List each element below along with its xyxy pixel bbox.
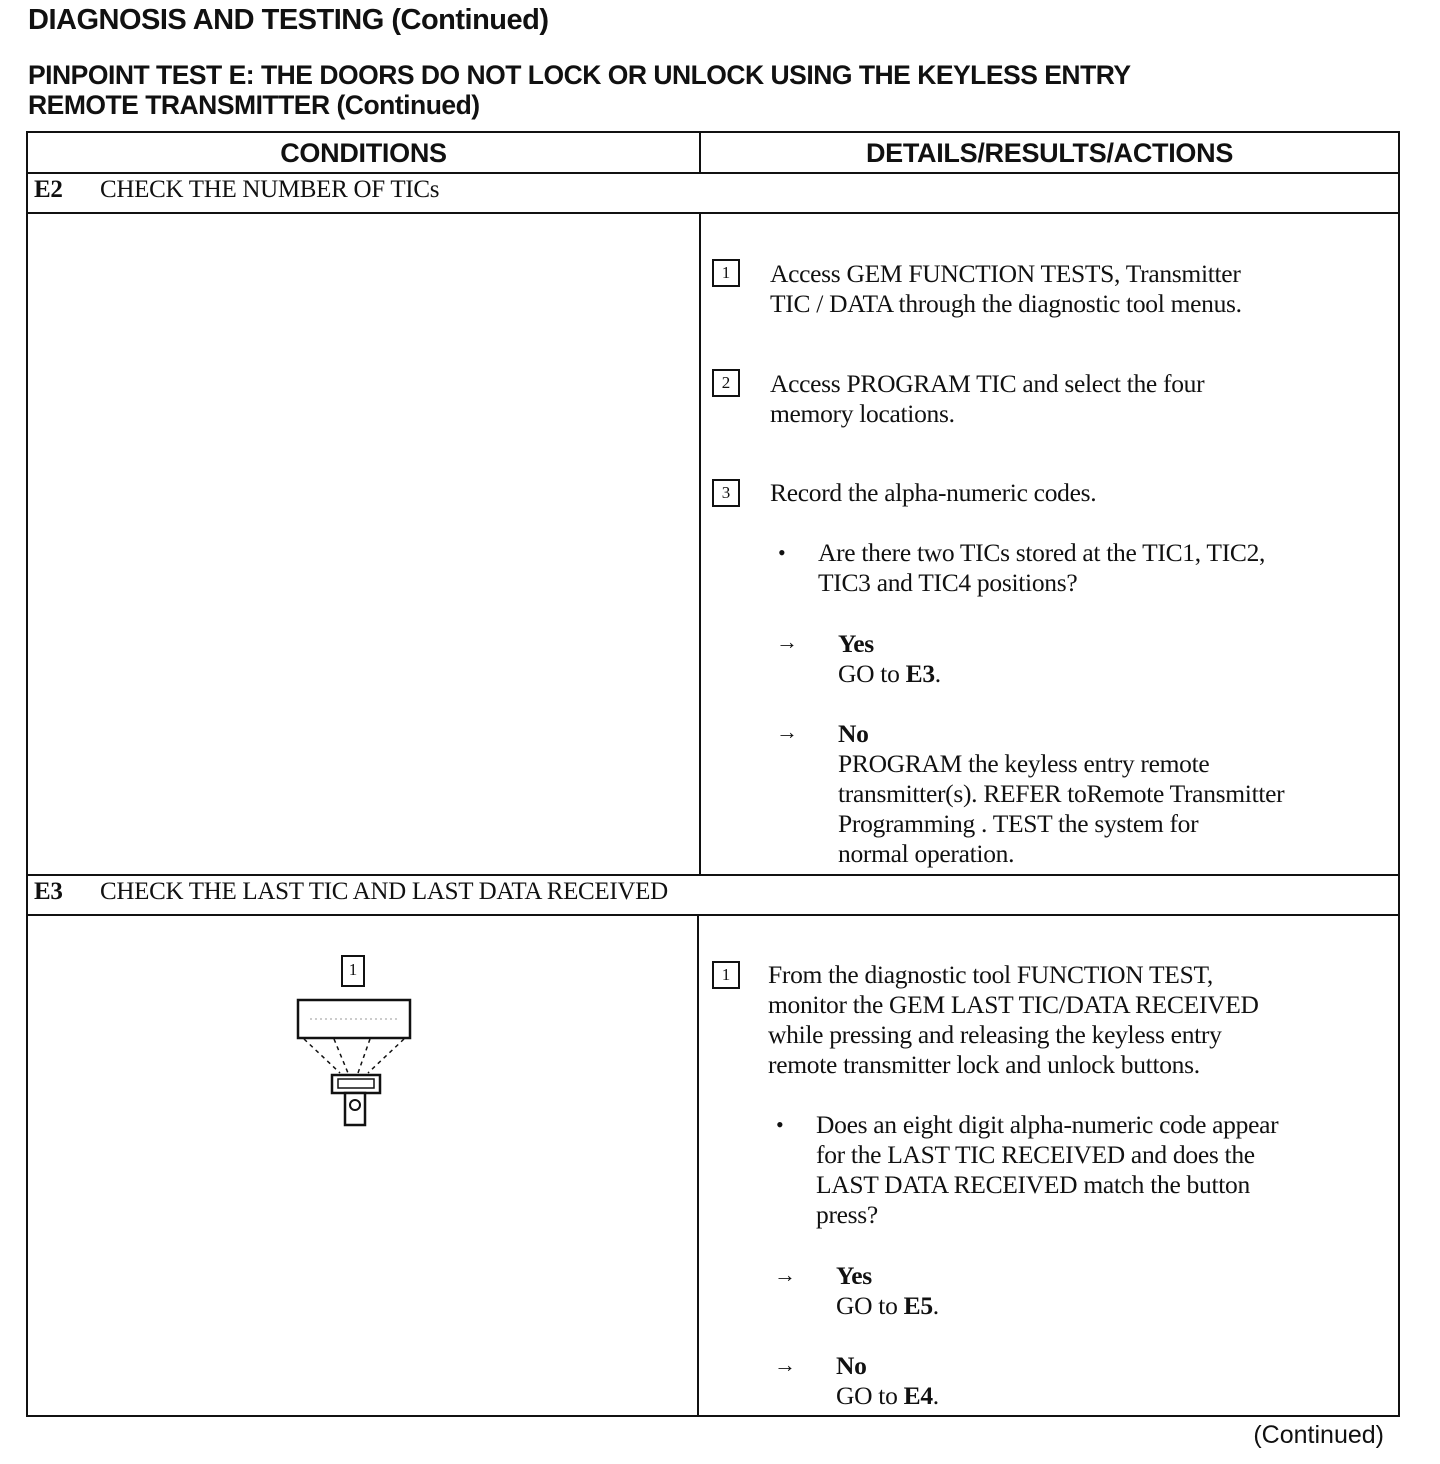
column-divider	[699, 212, 701, 876]
arrow-icon: →	[776, 719, 798, 744]
column-header-conditions: CONDITIONS	[280, 138, 447, 168]
column-header-details: DETAILS/RESULTS/ACTIONS	[865, 138, 1234, 168]
arrow-icon: →	[774, 1352, 796, 1377]
section-header-e2	[34, 176, 439, 204]
page-title: DIAGNOSIS AND TESTING (Continued)	[28, 4, 549, 36]
transmitter-scan-tool-icon	[290, 955, 420, 1130]
table-divider	[26, 914, 1400, 916]
test-title-line2: REMOTE TRANSMITTER (Continued)	[28, 90, 480, 120]
table-divider	[26, 212, 1400, 214]
step-number-box: 3	[712, 479, 740, 507]
arrow-icon: →	[776, 629, 798, 654]
step-text: Access GEM FUNCTION TESTS, Transmitter TIC / DATA through the diagnostic tool menus.	[770, 259, 1242, 318]
column-divider	[697, 914, 699, 1417]
result-yes: Yes GO to E5.	[836, 1261, 939, 1320]
bullet-icon: •	[778, 540, 786, 565]
section-title: CHECK THE NUMBER OF TICs	[100, 176, 440, 203]
section-title: CHECK THE LAST TIC AND LAST DATA RECEIVED	[100, 878, 668, 905]
step-number-box: 1	[712, 961, 740, 989]
section-id: E3	[34, 878, 63, 905]
question-text: Does an eight digit alpha-numeric code appear for the LAST TIC RECEIVED and does the LAST DATA RECEIVED match the button press?	[816, 1110, 1279, 1229]
arrow-icon: →	[774, 1262, 796, 1287]
test-title	[28, 60, 1388, 120]
section-id: E2	[34, 176, 63, 203]
step-text: From the diagnostic tool FUNCTION TEST, monitor the GEM LAST TIC/DATA RECEIVED while pressing and releasing the keyless entry remote transmitter lock and unlock buttons.	[768, 960, 1259, 1079]
table-divider	[26, 874, 1400, 876]
result-no: No GO to E4.	[836, 1351, 939, 1410]
illustration-step-label: 1	[348, 960, 358, 979]
step-text: Access PROGRAM TIC and select the four memory locations.	[770, 369, 1205, 428]
result-yes: Yes GO to E3.	[838, 629, 941, 688]
test-title-line1: PINPOINT TEST E: THE DOORS DO NOT LOCK OR UNLOCK USING THE KEYLESS ENTRY	[28, 60, 1131, 90]
step-number-box: 2	[712, 369, 740, 397]
step-text: Record the alpha-numeric codes.	[770, 478, 1097, 507]
result-no: No PROGRAM the keyless entry remote transmitter(s). REFER toRemote Transmitter Programming . TEST the system for normal operation.	[838, 719, 1285, 868]
continued-label: (Continued)	[1253, 1421, 1384, 1449]
step-number-box: 1	[712, 259, 740, 287]
section-header-e3	[34, 878, 668, 906]
scan-tool-illustration	[290, 955, 420, 1130]
bullet-icon: •	[776, 1112, 784, 1137]
question-text: Are there two TICs stored at the TIC1, TIC2, TIC3 and TIC4 positions?	[818, 538, 1266, 597]
